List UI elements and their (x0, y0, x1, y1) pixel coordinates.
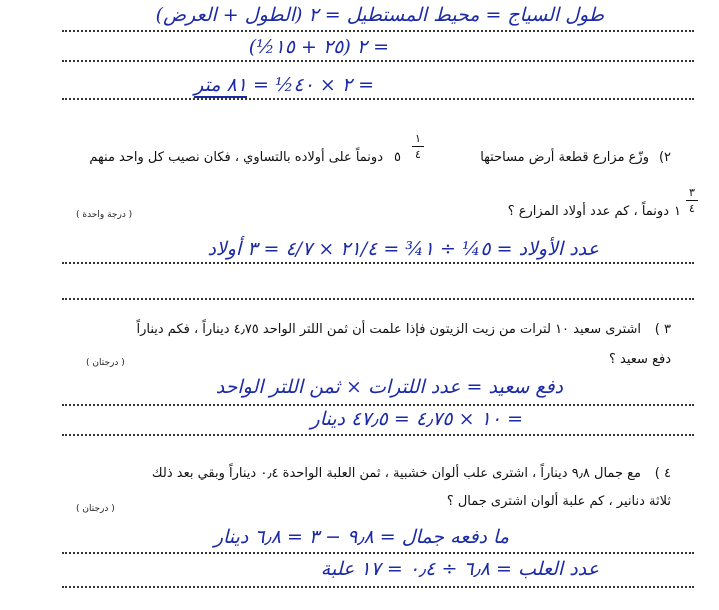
q2-fraction-whole: ٥ (394, 150, 401, 165)
q3-text-b: دفع سعيد ؟ (609, 352, 671, 367)
q3-number: ٣ ) (654, 322, 671, 337)
answer-dotted-line (62, 434, 694, 436)
q2-fraction-2-whole: ١ (674, 204, 681, 219)
answer-dotted-line (62, 552, 694, 554)
q3-mark: ( درجتان ) (86, 358, 125, 368)
answer-dotted-line (62, 586, 694, 588)
answer-dotted-line (62, 298, 694, 300)
q3-answer-line-2: = ١٠ × ٤٫٧٥ = ٤٧٫٥ دينار (310, 408, 523, 430)
q2-answer: عدد الأولاد = ٥¼ ÷ ١¾ = ٢١/٤ × ٤/٧ = ٣ أولاد (207, 238, 599, 260)
q2-number: ٢) (658, 150, 671, 165)
fraction-bar (412, 146, 424, 147)
q4-answer-line-2: عدد العلب = ٦٫٨ ÷ ٠٫٤ = ١٧ علبة (320, 558, 599, 580)
q1-answer-line-1: طول السياج = محيط المستطيل = ٢ (الطول + العرض) (155, 4, 604, 26)
answer-dotted-line (62, 404, 694, 406)
q2-fraction-2-numerator: ٣ (689, 186, 695, 199)
q2-text-a: وزّع مزارع قطعة أرض مساحتها (480, 150, 649, 165)
q3-answer-line-1: دفع سعيد = عدد اللترات × ثمن اللتر الواحد (215, 376, 563, 398)
q2-fraction-2 (686, 186, 698, 215)
answer-dotted-line (62, 30, 694, 32)
q2-fraction-denominator: ٤ (415, 148, 421, 161)
q1-answer-line-3 (194, 74, 374, 96)
q3-text-a: اشترى سعيد ١٠ لترات من زيت الزيتون فإذا علمت أن ثمن اللتر الواحد ٤٫٧٥ ديناراً ، فكم ديناراً (136, 322, 641, 337)
q2-mark: ( درجة واحدة ) (76, 210, 133, 220)
q4-text-a: مع جمال ٩٫٨ ديناراً ، اشترى علب ألوان خشبية ، ثمن العلبة الواحدة ٠٫٤ ديناراً وبقي بعد ذلك (151, 466, 641, 481)
q2-fraction-2-denominator: ٤ (689, 202, 695, 215)
fraction-bar (686, 200, 698, 201)
q2-text-c: دونماً ، كم عدد أولاد المزارع ؟ (507, 204, 669, 219)
answer-dotted-line (62, 262, 694, 264)
q1-answer-line-2: = ٢ (٢٥ + ١٥½) (248, 36, 389, 58)
q1-answer-line-3-rest: = ٢ × ٤٠½ = (253, 74, 374, 96)
q2-fraction (412, 132, 424, 161)
answer-dotted-line (62, 98, 694, 100)
q4-text-b: ثلاثة دنانير ، كم علبة ألوان اشترى جمال ؟ (446, 494, 671, 509)
answer-dotted-line (62, 60, 694, 62)
q2-text-b: دونماً على أولاده بالتساوي ، فكان نصيب كل واحد منهم (89, 150, 383, 165)
q4-number: ٤ ) (654, 466, 671, 481)
q4-mark: ( درجتان ) (76, 504, 115, 514)
q4-answer-line-1: ما دفعه جمال = ٩٫٨ − ٣ = ٦٫٨ دينار (213, 526, 509, 548)
q1-answer-result: ٨١ متر (194, 74, 247, 96)
q2-fraction-numerator: ١ (415, 132, 421, 145)
